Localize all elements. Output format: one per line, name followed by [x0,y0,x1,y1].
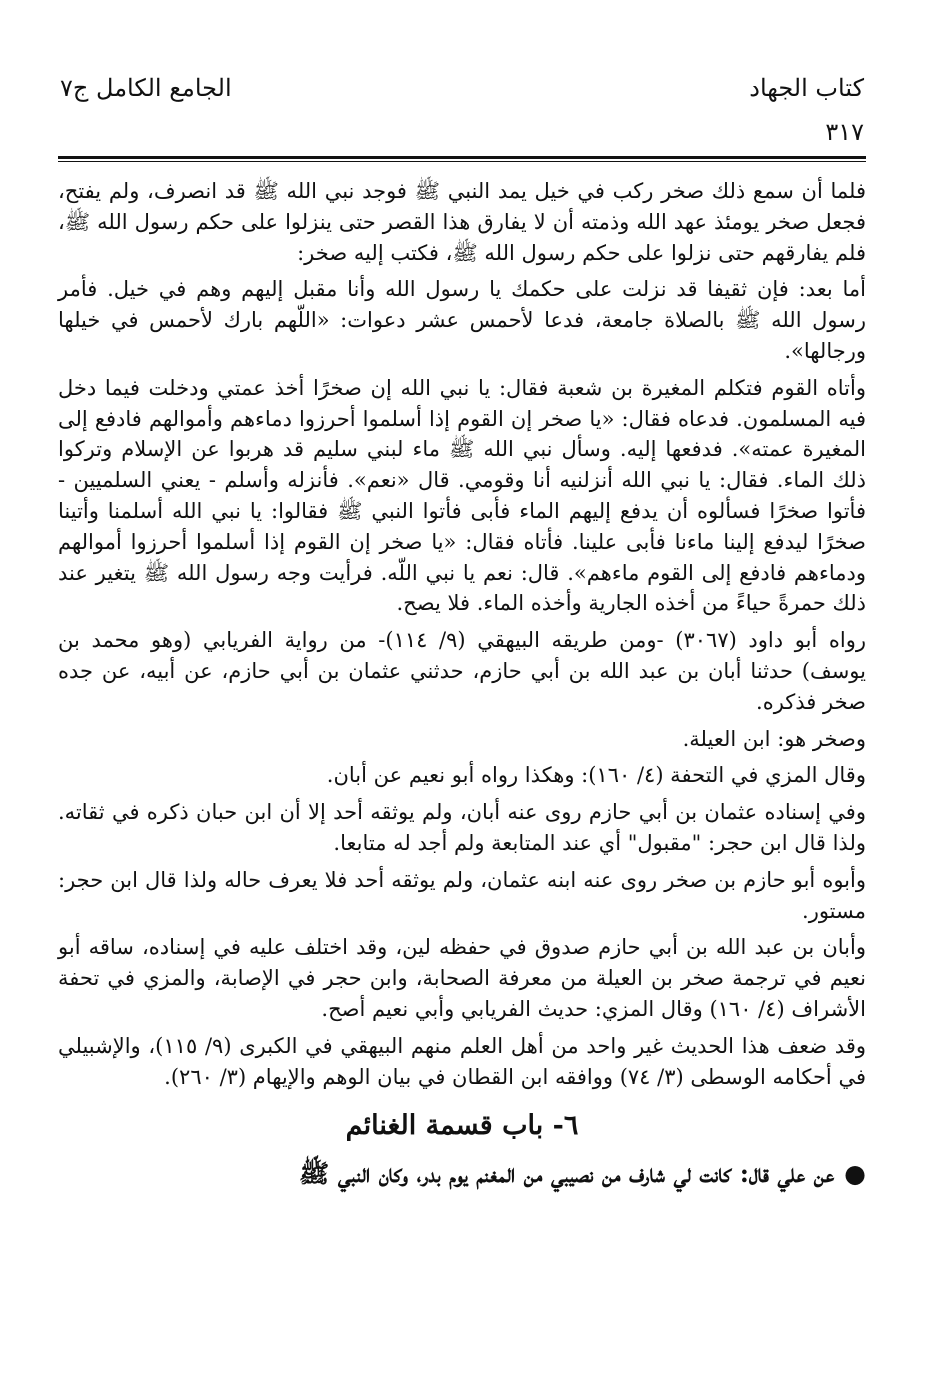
bullet-icon: ● [844,1159,866,1189]
paragraph: وفي إسناده عثمان بن أبي حازم روى عنه أبان، ولم يوثقه أحد إلا أن ابن حبان ذكره في ثقاته. ولذا قال ابن حجر: "مقبول" أي عند المتابعة ولم أجد له متابعا. [58,800,866,855]
paragraph: وأتاه القوم فتكلم المغيرة بن شعبة فقال: يا نبي الله إن صخرًا أخذ عمتي ودخلت فيما دخل فيه المسلمون. فدعاه فقال: «يا صخر إن القوم إذا أسلموا أحرزوا دماءهم وأموالهم فادفع إلى المغيرة عمته». فدفعها إليه. وسأل نبي الله ﷺ ماء لبني سليم قد هربوا عن الإسلام وتركوا ذلك الماء. فقال: يا نبي الله أنزلنيه أنا وقومي. قال «نعم». فأنزله وأسلم - يعني السلميين - فأتوا صخرًا فسألوه أن يدفع إليهم الماء فأبى فأتوا النبي ﷺ فقالوا: يا نبي الله أسلمنا وأتينا صخرًا ليدفع إلينا ماءنا فأبى علينا. فأتاه فقال: «يا صخر إن القوم إذا أسلموا أحرزوا أموالهم ودماءهم فادفع إلى القوم ماءهم». قال: نعم يا نبي اللّه. فرأيت وجه رسول الله ﷺ يتغير عند ذلك حمرةً حياءً من أخذه الجارية وأخذه الماء. فلا يصح. [58,375,866,616]
paragraph: وقد ضعف هذا الحديث غير واحد من أهل العلم منهم البيهقي في الكبرى (٩/ ١١٥)، والإشبيلي في أحكامه الوسطى (٣/ ٧٤) ووافقه ابن القطان في بيان الوهم والإيهام (٣/ ٢٦٠). [58,1033,867,1089]
header-rule-thick [58,156,866,159]
paragraph: رواه أبو داود (٣٠٦٧) -ومن طريقه البيهقي (٩/ ١١٤)- من رواية الفريابي (وهو محمد بن يوسف) حدثنا أبان بن عبد الله بن أبي حازم، حدثني عثمان بن أبي حازم، عن أبيه، عن جده صخر فذكره. [58,628,866,714]
paragraph: وصخر هو: ابن العيلة. [682,726,866,751]
hadith-text: عن علي قال: كانت لي شارف من نصيبي من المغنم يوم بدر، وكان النبي ﷺ [298,1159,835,1189]
paragraph: أما بعد: فإن ثقيفا قد نزلت على حكمك يا رسول الله وأنا مقبل إليهم وهم في خيل. فأمر رسول الله ﷺ بالصلاة جامعة، فدعا لأحمس عشر دعوات: «اللّهم بارك لأحمس في خيلها ورجالها». [58,277,866,363]
paragraph: وأبوه أبو حازم بن صخر روى عنه ابنه عثمان، ولم يوثقه أحد فلا يعرف حاله ولذا قال ابن حجر: مستور. [58,867,866,923]
hadith-opening-line [58,1156,866,1192]
paragraph: وأبان بن عبد الله بن أبي حازم صدوق في حفظه لين، وقد اختلف عليه في إسناده، ساقه أبو نعيم في ترجمة صخر بن العيلة من معرفة الصحابة، وابن حجر في الإصابة، والمزي في تحفة الأشراف (٤/ ١٦٠) وقال المزي: حديث الفريابي وأبي نعيم أصح. [58,935,866,1021]
book-title: كتاب الجهاد [749,74,864,102]
section-heading: ٦- باب قسمة الغنائم [345,1110,579,1142]
page-body [58,176,866,1192]
paragraph: وقال المزي في التحفة (٤/ ١٦٠): وهكذا رواه أبو نعيم عن أبان. [326,763,866,788]
paragraph: فلما أن سمع ذلك صخر ركب في خيل يمد النبي ﷺ فوجد نبي الله ﷺ قد انصرف، ولم يفتح، فجعل صخر يومئذ عهد الله وذمته أن لا يفارق هذا القصر حتى ينزلوا على حكم رسول الله ﷺ، فلم يفارقهم حتى نزلوا على حكم رسول الله ﷺ، فكتب إليه صخر: [58,179,866,265]
page-number: ٣١٧ [825,118,864,146]
series-title: الجامع الكامل ج٧ [60,74,232,102]
running-header [58,58,866,102]
header-rule-thin [58,161,866,162]
